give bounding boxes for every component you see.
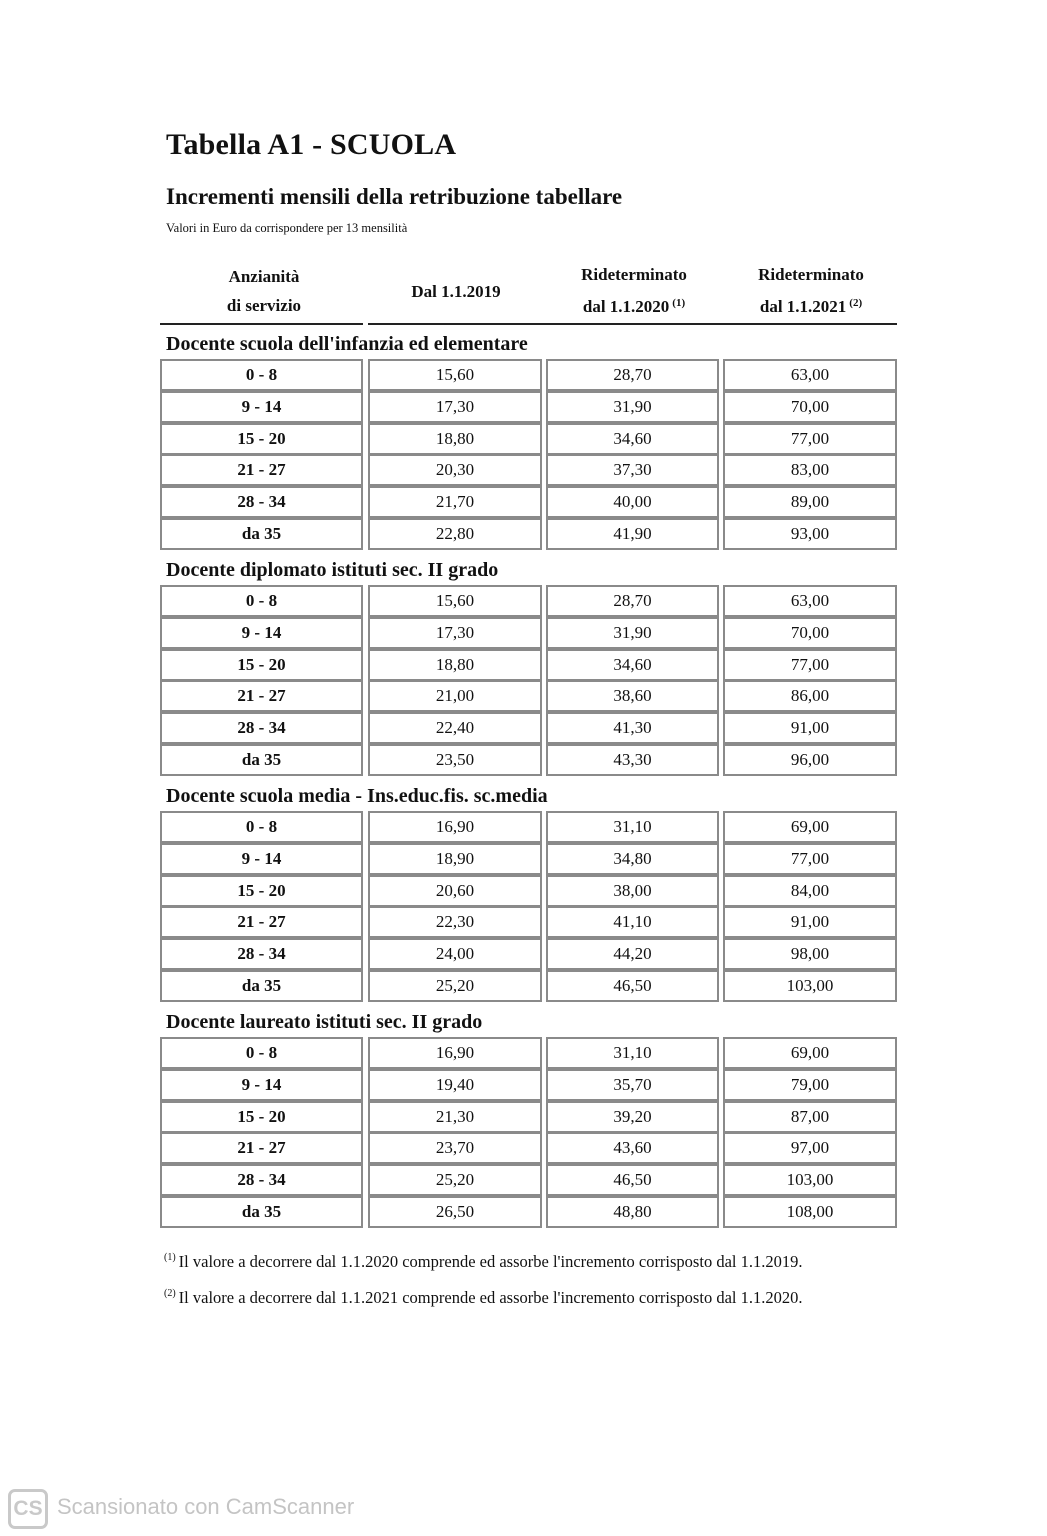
value-cell: 31,10 <box>546 811 719 843</box>
table-row <box>160 1164 897 1196</box>
value-cell: 17,30 <box>368 391 542 423</box>
footnote-2: $^{(2)}$ Il valore a decorrere dal 1.1.2021 comprende ed assorbe l'incremento corrisposto dal 1.1.2020. <box>164 1288 803 1307</box>
header-underline <box>368 323 897 325</box>
page-title: Tabella A1 - SCUOLA <box>166 128 457 161</box>
header-anzianita: Anzianità di servizio <box>226 267 302 315</box>
anzianita-cell: 15 - 20 <box>160 1101 363 1133</box>
value-cell: 41,30 <box>546 712 719 744</box>
value-cell: 16,90 <box>368 1037 542 1069</box>
value-cell: 41,10 <box>546 906 719 938</box>
anzianita-cell: 28 - 34 <box>160 938 363 970</box>
value-cell: 103,00 <box>723 970 897 1002</box>
value-cell: 39,20 <box>546 1101 719 1133</box>
camscanner-watermark: Scansionato con CamScanner <box>57 1494 355 1519</box>
value-cell: 91,00 <box>723 906 897 938</box>
value-cell: 103,00 <box>723 1164 897 1196</box>
value-cell: 22,40 <box>368 712 542 744</box>
anzianita-cell: 0 - 8 <box>160 585 363 617</box>
value-cell: 20,60 <box>368 875 542 907</box>
value-cell: 70,00 <box>723 617 897 649</box>
table-row <box>160 906 897 938</box>
value-cell: 46,50 <box>546 1164 719 1196</box>
value-cell: 89,00 <box>723 486 897 518</box>
value-cell: 77,00 <box>723 843 897 875</box>
value-cell: 43,60 <box>546 1132 719 1164</box>
value-cell: 77,00 <box>723 649 897 681</box>
anzianita-cell: 9 - 14 <box>160 843 363 875</box>
anzianita-cell: 9 - 14 <box>160 617 363 649</box>
value-cell: 35,70 <box>546 1069 719 1101</box>
value-cell: 44,20 <box>546 938 719 970</box>
table-row <box>160 938 897 970</box>
anzianita-cell: 21 - 27 <box>160 906 363 938</box>
footnote-1: $^{(1)}$ Il valore a decorrere dal 1.1.2020 comprende ed assorbe l'incremento corrisposto dal 1.1.2019. <box>164 1252 803 1271</box>
header-dal-2019: Dal 1.1.2019 <box>411 282 501 301</box>
anzianita-cell: 15 - 20 <box>160 649 363 681</box>
value-cell: 17,30 <box>368 617 542 649</box>
table-row <box>160 486 897 518</box>
value-cell: 18,80 <box>368 649 542 681</box>
anzianita-cell: 28 - 34 <box>160 486 363 518</box>
table-row <box>160 811 897 843</box>
table-row <box>160 1196 897 1228</box>
table-row <box>160 649 897 681</box>
value-cell: 63,00 <box>723 359 897 391</box>
header-rideterminato-2021: Rideterminato dal 1.1.2021 $^{(2)}$ <box>758 265 864 316</box>
value-cell: 20,30 <box>368 454 542 486</box>
section-title: Docente scuola dell'infanzia ed elementare <box>166 333 528 355</box>
section-title: Docente laureato istituti sec. II grado <box>166 1011 483 1033</box>
value-cell: 31,90 <box>546 617 719 649</box>
value-cell: 83,00 <box>723 454 897 486</box>
header-rideterminato-2020: Rideterminato dal 1.1.2020 $^{(1)}$ <box>581 265 687 316</box>
value-cell: 19,40 <box>368 1069 542 1101</box>
value-cell: 15,60 <box>368 585 542 617</box>
anzianita-cell: 28 - 34 <box>160 1164 363 1196</box>
value-cell: 21,30 <box>368 1101 542 1133</box>
value-cell: 23,70 <box>368 1132 542 1164</box>
table-row <box>160 518 897 550</box>
value-cell: 48,80 <box>546 1196 719 1228</box>
anzianita-cell: 21 - 27 <box>160 1132 363 1164</box>
value-cell: 37,30 <box>546 454 719 486</box>
value-cell: 70,00 <box>723 391 897 423</box>
value-cell: 87,00 <box>723 1101 897 1133</box>
value-cell: 91,00 <box>723 712 897 744</box>
anzianita-cell: 21 - 27 <box>160 454 363 486</box>
value-cell: 28,70 <box>546 585 719 617</box>
value-cell: 26,50 <box>368 1196 542 1228</box>
anzianita-cell: 0 - 8 <box>160 811 363 843</box>
table-row <box>160 1132 897 1164</box>
value-cell: 79,00 <box>723 1069 897 1101</box>
table-row <box>160 680 897 712</box>
value-cell: 34,60 <box>546 423 719 455</box>
value-cell: 15,60 <box>368 359 542 391</box>
value-cell: 28,70 <box>546 359 719 391</box>
section-title: Docente scuola media - Ins.educ.fis. sc.media <box>166 785 548 807</box>
anzianita-cell: 28 - 34 <box>160 712 363 744</box>
anzianita-cell: 15 - 20 <box>160 875 363 907</box>
anzianita-cell: da 35 <box>160 744 363 776</box>
table-row <box>160 454 897 486</box>
value-cell: 46,50 <box>546 970 719 1002</box>
value-cell: 77,00 <box>723 423 897 455</box>
anzianita-cell: da 35 <box>160 1196 363 1228</box>
table-row <box>160 1037 897 1069</box>
value-cell: 31,90 <box>546 391 719 423</box>
value-cell: 43,30 <box>546 744 719 776</box>
value-cell: 34,60 <box>546 649 719 681</box>
value-cell: 22,30 <box>368 906 542 938</box>
value-cell: 108,00 <box>723 1196 897 1228</box>
page-subtitle: Incrementi mensili della retribuzione tabellare <box>166 184 623 209</box>
table-row <box>160 1101 897 1133</box>
anzianita-cell: 9 - 14 <box>160 1069 363 1101</box>
value-cell: 93,00 <box>723 518 897 550</box>
value-cell: 63,00 <box>723 585 897 617</box>
value-cell: 38,00 <box>546 875 719 907</box>
table-row <box>160 359 897 391</box>
table-row <box>160 617 897 649</box>
table-row <box>160 585 897 617</box>
value-cell: 22,80 <box>368 518 542 550</box>
section-title: Docente diplomato istituti sec. II grado <box>166 559 499 581</box>
value-cell: 98,00 <box>723 938 897 970</box>
value-cell: 31,10 <box>546 1037 719 1069</box>
table-row <box>160 875 897 907</box>
anzianita-cell: 0 - 8 <box>160 1037 363 1069</box>
anzianita-cell: 15 - 20 <box>160 423 363 455</box>
value-cell: 24,00 <box>368 938 542 970</box>
value-cell: 34,80 <box>546 843 719 875</box>
value-cell: 96,00 <box>723 744 897 776</box>
value-cell: 25,20 <box>368 970 542 1002</box>
value-cell: 40,00 <box>546 486 719 518</box>
anzianita-cell: 0 - 8 <box>160 359 363 391</box>
table-row <box>160 970 897 1002</box>
value-cell: 86,00 <box>723 680 897 712</box>
value-cell: 18,80 <box>368 423 542 455</box>
anzianita-cell: da 35 <box>160 518 363 550</box>
table-row <box>160 391 897 423</box>
value-cell: 16,90 <box>368 811 542 843</box>
anzianita-cell: 21 - 27 <box>160 680 363 712</box>
value-cell: 69,00 <box>723 1037 897 1069</box>
value-cell: 21,00 <box>368 680 542 712</box>
anzianita-cell: da 35 <box>160 970 363 1002</box>
table-row <box>160 744 897 776</box>
value-cell: 38,60 <box>546 680 719 712</box>
anzianita-cell: 9 - 14 <box>160 391 363 423</box>
value-cell: 23,50 <box>368 744 542 776</box>
header-underline <box>160 323 363 325</box>
table-row <box>160 1069 897 1101</box>
value-cell: 69,00 <box>723 811 897 843</box>
value-cell: 21,70 <box>368 486 542 518</box>
camscanner-logo: CS <box>8 1489 48 1529</box>
value-cell: 84,00 <box>723 875 897 907</box>
table-row <box>160 423 897 455</box>
value-cell: 97,00 <box>723 1132 897 1164</box>
value-cell: 18,90 <box>368 843 542 875</box>
table-row <box>160 712 897 744</box>
value-cell: 25,20 <box>368 1164 542 1196</box>
table-row <box>160 843 897 875</box>
value-cell: 41,90 <box>546 518 719 550</box>
values-note: Valori in Euro da corrispondere per 13 mensilità <box>166 221 408 235</box>
